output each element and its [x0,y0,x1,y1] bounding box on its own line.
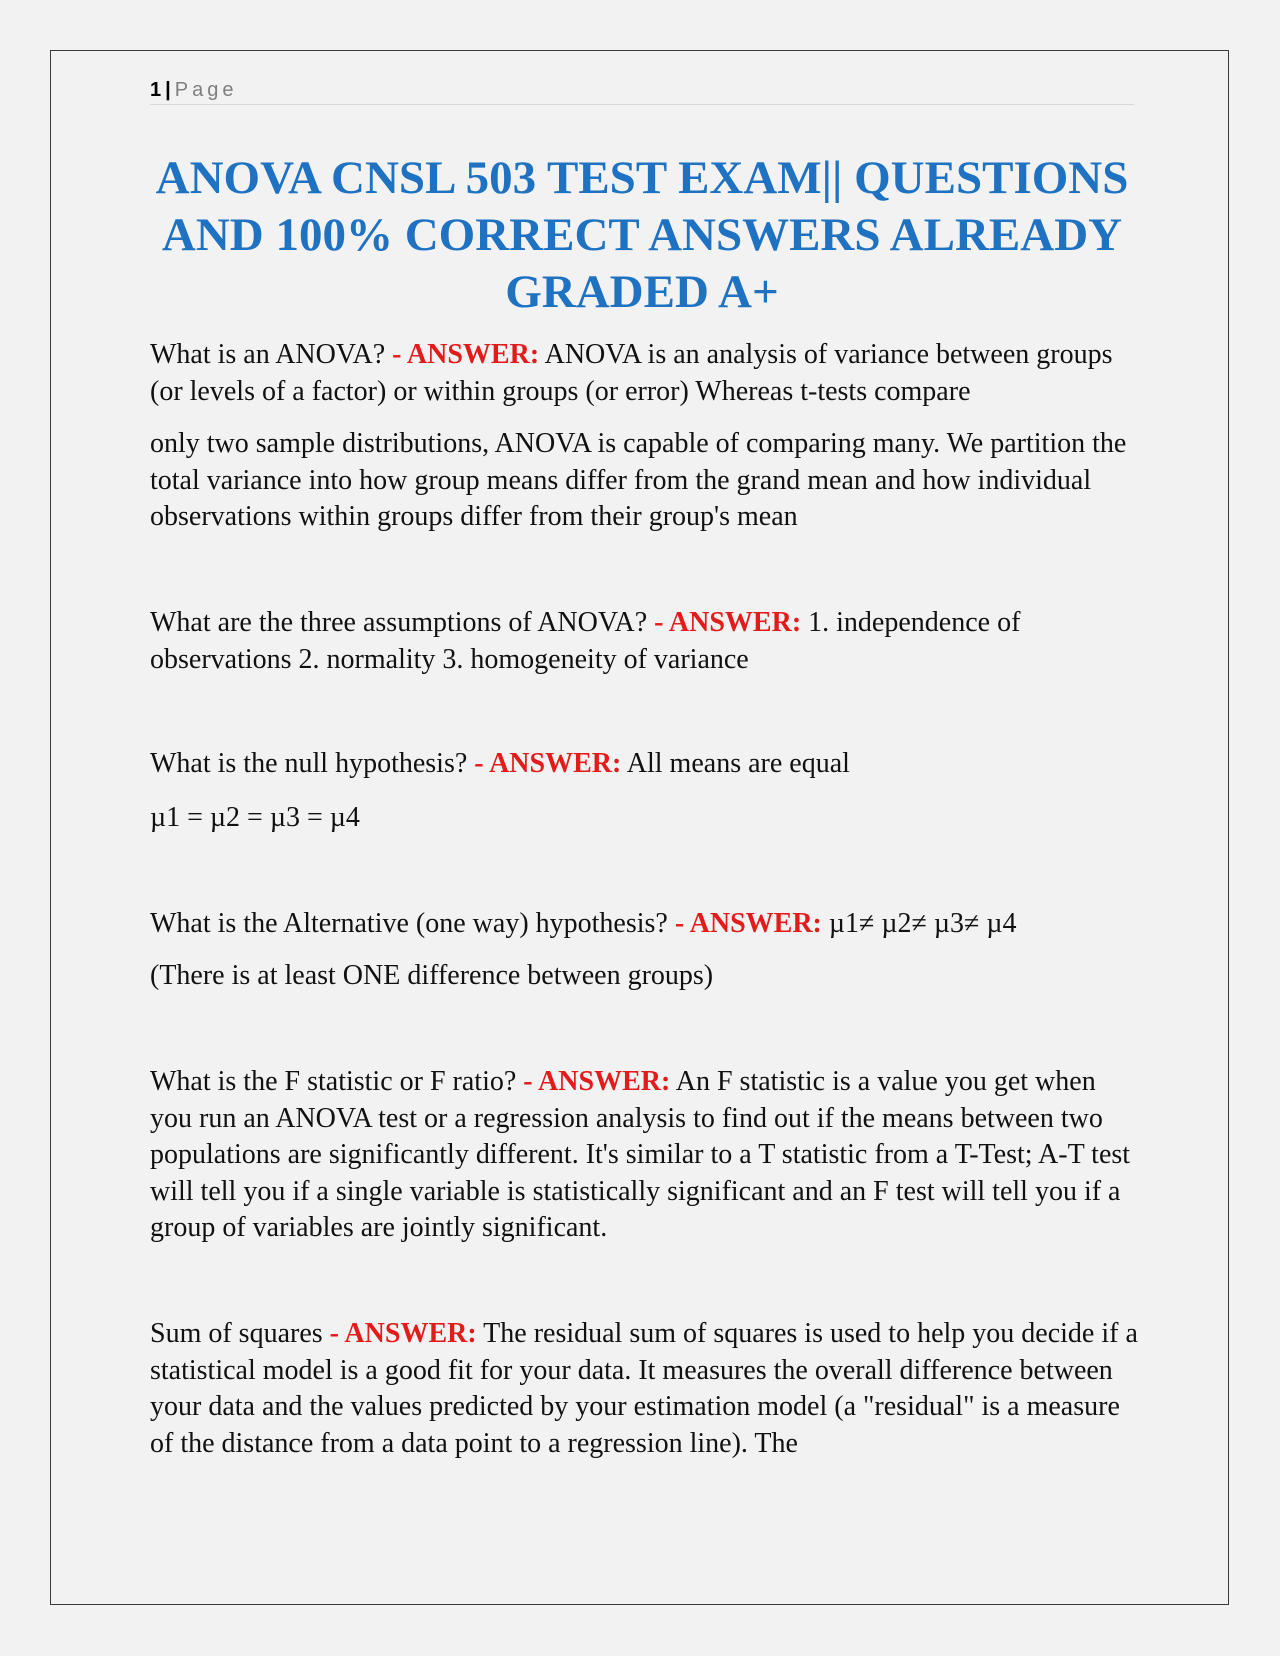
answer-text: ANOVA is an analysis of variance between groups (or levels of a factor) or within groups (or error) Whereas t-tests compare [150,339,1113,407]
answer-continuation: only two sample distributions, ANOVA is capable of comparing many. We partition the total variance into how group means differ from the grand mean and how individual observations within groups differ from their group's mean [150,428,1127,532]
question-text: What is an ANOVA? [150,339,386,370]
answer-label: - ANSWER: [674,908,822,939]
qa-item [150,605,1140,678]
qa-item [150,1316,1140,1462]
answer-text: All means are equal [626,748,850,779]
answer-label: - ANSWER: [523,1066,671,1097]
answer-label: - ANSWER: [654,607,802,638]
answer-text: The residual sum of squares is used to help you decide if a statistical model is a good fit for your data. It measures the overall difference between your data and the values predicted by your estimation model (a "residual" is a measure of the distance from a data point to a regression line). The [150,1318,1138,1459]
question-text: What is the null hypothesis? [150,748,468,779]
answer-text: µ1≠ µ2≠ µ3≠ µ4 [828,908,1017,939]
answer-label: - ANSWER: [329,1318,477,1349]
qa-item [150,337,1140,410]
answer-text: 1. independence of observations 2. normality 3. homogeneity of variance [150,607,1021,675]
page-number: 1 [150,79,162,101]
page-label: Page [174,79,238,101]
answer-label: - ANSWER: [474,748,622,779]
qa-item [150,1064,1140,1247]
question-text: Sum of squares [150,1318,323,1349]
page-separator: | [165,79,171,101]
answer-continuation: µ1 = µ2 = µ3 = µ4 [150,802,360,833]
question-text: What is the Alternative (one way) hypothesis? [150,908,668,939]
answer-text: An F statistic is a value you get when you run an ANOVA test or a regression analysis to find out if the means between two populations are significantly different. It's similar to a T statistic from a T-Test; A-T test will tell you if a single variable is statistically significant and an F test will tell you if a group of variables are jointly significant. [150,1066,1131,1243]
page-header [150,76,1134,105]
question-text: What are the three assumptions of ANOVA? [150,607,648,638]
document-title: ANOVA CNSL 503 TEST EXAM|| QUESTIONS AND 100% CORRECT ANSWERS ALREADY GRADED A+ [155,152,1129,318]
answer-label: - ANSWER: [392,339,540,370]
question-text: What is the F statistic or F ratio? [150,1066,517,1097]
qa-item [150,906,1140,943]
qa-item [150,746,1140,783]
answer-continuation: (There is at least ONE difference between groups) [150,960,714,991]
